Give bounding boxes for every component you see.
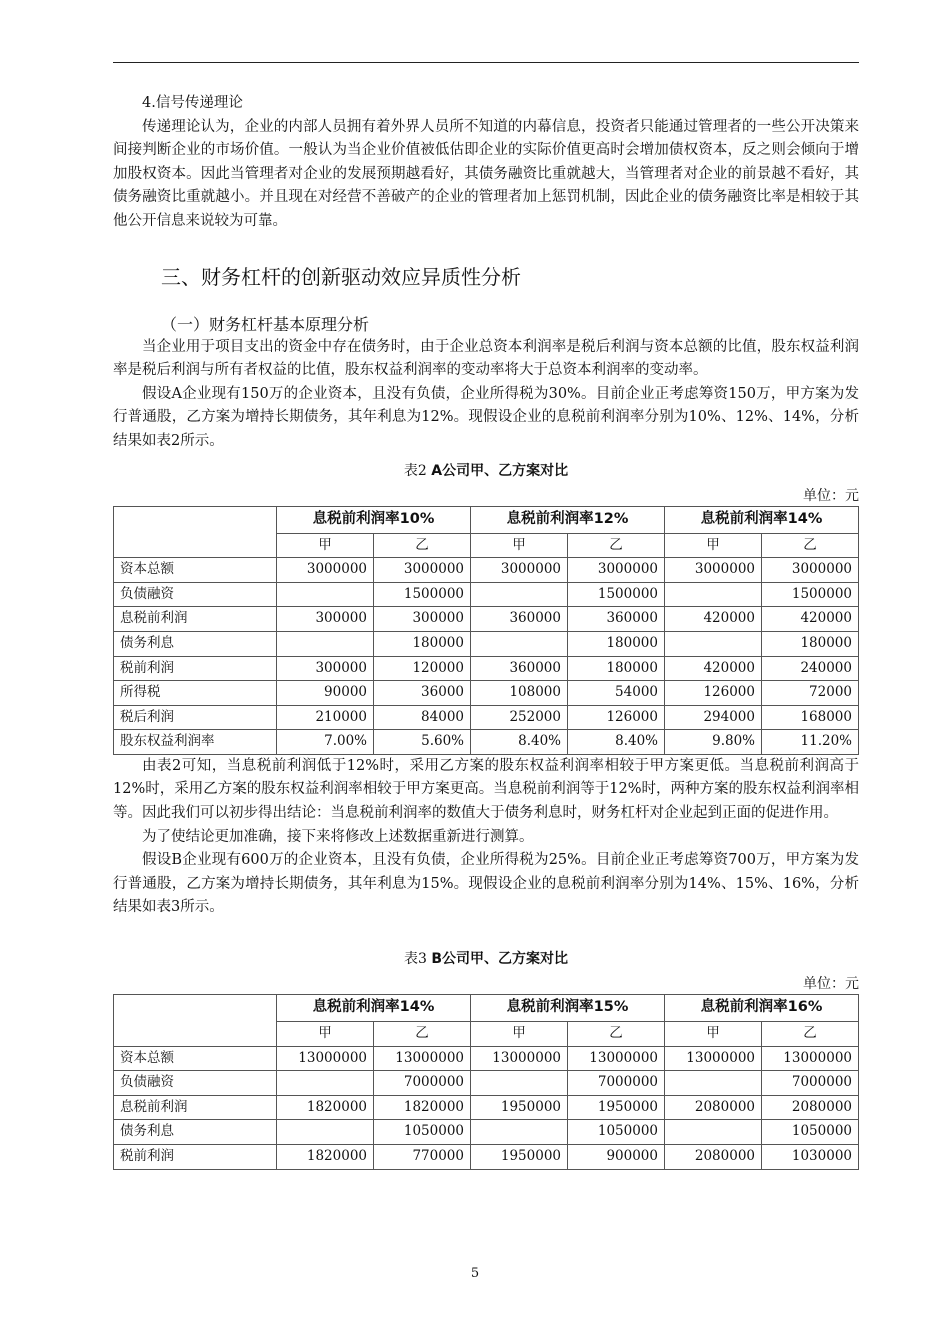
table-cell: 1950000 xyxy=(471,1095,568,1120)
table-cell: 7000000 xyxy=(568,1071,665,1096)
table-cell: 108000 xyxy=(471,681,568,706)
table-row xyxy=(114,656,859,681)
paragraph: 当企业用于项目支出的资金中存在债务时，由于企业总资本利润率是税后利润与资本总额的比值，股东权益利润率是税后利润与所有者权益的比值，股东权益利润率的变动率将大于总资本利润率的变动率。 xyxy=(113,338,859,379)
table-subheader: 乙 xyxy=(762,533,859,558)
table-corner-cell xyxy=(114,506,277,558)
table-cell: 3000000 xyxy=(568,558,665,583)
table-cell: 1500000 xyxy=(762,582,859,607)
row-label: 债务利息 xyxy=(114,1120,277,1145)
table-cell: 13000000 xyxy=(665,1046,762,1071)
table-cell: 7000000 xyxy=(762,1071,859,1096)
section-title: 三、财务杠杆的创新驱动效应异质性分析 xyxy=(161,264,521,289)
row-label: 债务利息 xyxy=(114,631,277,656)
table-cell: 1820000 xyxy=(374,1095,471,1120)
table-cell: 168000 xyxy=(762,705,859,730)
table-subheader: 乙 xyxy=(374,533,471,558)
table-cell xyxy=(471,1120,568,1145)
table-cell: 72000 xyxy=(762,681,859,706)
table-cell: 180000 xyxy=(568,631,665,656)
table-group-header: 息税前利润率14% xyxy=(665,506,859,533)
table-cell xyxy=(665,582,762,607)
table-cell xyxy=(471,631,568,656)
table-subheader: 乙 xyxy=(568,533,665,558)
subsection-title: （一）财务杠杆基本原理分析 xyxy=(161,314,370,334)
table-cell: 240000 xyxy=(762,656,859,681)
table-cell: 7000000 xyxy=(374,1071,471,1096)
page-number: 5 xyxy=(470,1266,480,1281)
row-label: 负债融资 xyxy=(114,582,277,607)
table-row xyxy=(114,730,859,755)
table-cell: 300000 xyxy=(277,656,374,681)
paragraph: 假设B企业现有600万的企业资本，且没有负债，企业所得税为25%。目前企业正考虑筹资700万，甲方案为发行普通股，乙方案为增持长期债务，其年利息为15%。现假设企业的息税前利润率分别为14%、15%、16%，分析结果如表3所示。 xyxy=(113,852,859,916)
table-cell: 252000 xyxy=(471,705,568,730)
table-cell xyxy=(665,1071,762,1096)
table-row xyxy=(114,607,859,632)
table2-caption-title: A公司甲、乙方案对比 xyxy=(431,462,569,479)
table-row xyxy=(114,1145,859,1170)
table-cell: 8.40% xyxy=(471,730,568,755)
table-cell: 126000 xyxy=(568,705,665,730)
table-cell: 360000 xyxy=(471,607,568,632)
table-cell xyxy=(277,1120,374,1145)
row-label: 所得税 xyxy=(114,681,277,706)
table-cell xyxy=(277,582,374,607)
header-rule xyxy=(113,62,859,63)
table3-caption-title: B公司甲、乙方案对比 xyxy=(431,951,569,968)
table-cell: 3000000 xyxy=(762,558,859,583)
table2 xyxy=(113,506,859,755)
table-cell: 36000 xyxy=(374,681,471,706)
table2-caption xyxy=(113,460,859,482)
table-row xyxy=(114,558,859,583)
table-cell: 1500000 xyxy=(374,582,471,607)
table-cell: 180000 xyxy=(762,631,859,656)
paragraph: 假设A企业现有150万的企业资本，且没有负债，企业所得税为30%。目前企业正考虑筹资150万，甲方案为发行普通股，乙方案为增持长期债务，其年利息为12%。现假设企业的息税前利润率分别为10%、12%、14%，分析结果如表2所示。 xyxy=(113,385,859,449)
table-cell: 3000000 xyxy=(277,558,374,583)
table-cell: 1050000 xyxy=(762,1120,859,1145)
table-cell: 54000 xyxy=(568,681,665,706)
table-cell: 1820000 xyxy=(277,1145,374,1170)
table-row xyxy=(114,681,859,706)
table-cell: 7.00% xyxy=(277,730,374,755)
table-cell xyxy=(665,1120,762,1145)
table-cell: 300000 xyxy=(277,607,374,632)
row-label: 税前利润 xyxy=(114,656,277,681)
table-cell: 13000000 xyxy=(568,1046,665,1071)
table-cell: 3000000 xyxy=(665,558,762,583)
table-group-header: 息税前利润率16% xyxy=(665,995,859,1022)
table-cell: 84000 xyxy=(374,705,471,730)
table-group-header: 息税前利润率12% xyxy=(471,506,665,533)
row-label: 息税前利润 xyxy=(114,1095,277,1120)
table-cell: 300000 xyxy=(374,607,471,632)
row-label: 息税前利润 xyxy=(114,607,277,632)
table-cell: 294000 xyxy=(665,705,762,730)
table-row xyxy=(114,1071,859,1096)
table-cell: 13000000 xyxy=(762,1046,859,1071)
table-cell: 1500000 xyxy=(568,582,665,607)
table-cell: 2080000 xyxy=(762,1095,859,1120)
table-cell: 180000 xyxy=(374,631,471,656)
table-cell: 420000 xyxy=(762,607,859,632)
table-cell: 8.40% xyxy=(568,730,665,755)
table-cell: 11.20% xyxy=(762,730,859,755)
row-label: 股东权益利润率 xyxy=(114,730,277,755)
table-cell: 360000 xyxy=(568,607,665,632)
table-cell: 1820000 xyxy=(277,1095,374,1120)
table-subheader: 甲 xyxy=(471,1022,568,1047)
table-cell: 1950000 xyxy=(471,1145,568,1170)
table-cell: 2080000 xyxy=(665,1145,762,1170)
table-cell: 1050000 xyxy=(568,1120,665,1145)
table-subheader: 乙 xyxy=(762,1022,859,1047)
table-row xyxy=(114,1046,859,1071)
table2-unit: 单位：元 xyxy=(803,487,859,504)
table-cell xyxy=(277,1071,374,1096)
intro-paragraph: 传递理论认为，企业的内部人员拥有着外界人员所不知道的内幕信息，投资者只能通过管理者的一些公开决策来间接判断企业的市场价值。一般认为当企业价值被低估即企业的实际价值更高时会增加债权资本，反之则会倾向于增加股权资本。因此当管理者对企业的发展预期越看好，其债务融资比重就越大，当管理者对企业的前景越不看好，其债务融资比重就越小。并且现在对经营不善破产的企业的管理者加上惩罚机制，因此企业的债务融资比率是相较于其他公开信息来说较为可靠。 xyxy=(113,118,859,229)
table-cell: 3000000 xyxy=(471,558,568,583)
row-label: 负债融资 xyxy=(114,1071,277,1096)
table-subheader: 甲 xyxy=(277,1022,374,1047)
table-group-header: 息税前利润率14% xyxy=(277,995,471,1022)
row-label: 资本总额 xyxy=(114,558,277,583)
row-label: 税前利润 xyxy=(114,1145,277,1170)
table-subheader: 甲 xyxy=(665,533,762,558)
table3 xyxy=(113,994,859,1170)
table-subheader: 甲 xyxy=(665,1022,762,1047)
table-subheader: 甲 xyxy=(277,533,374,558)
intro-heading: 4.信号传递理论 xyxy=(142,95,243,111)
table-cell: 2080000 xyxy=(665,1095,762,1120)
table-corner-cell xyxy=(114,995,277,1047)
table-cell: 3000000 xyxy=(374,558,471,583)
table-cell: 13000000 xyxy=(374,1046,471,1071)
table-cell: 770000 xyxy=(374,1145,471,1170)
table-cell xyxy=(471,582,568,607)
row-label: 税后利润 xyxy=(114,705,277,730)
table-cell xyxy=(665,631,762,656)
paragraph: 由表2可知，当息税前利润低于12%时，采用乙方案的股东权益利润率相较于甲方案更低。当息税前利润高于12%时，采用乙方案的股东权益利润率相较于甲方案更高。当息税前利润等于12%时，两种方案的股东权益利润率相等。因此我们可以初步得出结论：当息税前利润率的数值大于债务利息时，财务杠杆对企业起到正面的促进作用。 xyxy=(113,757,859,822)
table-subheader: 甲 xyxy=(471,533,568,558)
table-subheader: 乙 xyxy=(568,1022,665,1047)
table-cell: 420000 xyxy=(665,607,762,632)
table-cell: 13000000 xyxy=(471,1046,568,1071)
table-cell: 180000 xyxy=(568,656,665,681)
table-cell: 1950000 xyxy=(568,1095,665,1120)
table-header-row xyxy=(114,995,859,1022)
page-content xyxy=(113,92,859,1170)
table-cell: 120000 xyxy=(374,656,471,681)
table-row xyxy=(114,705,859,730)
table-cell: 9.80% xyxy=(665,730,762,755)
table-cell xyxy=(277,631,374,656)
table-cell: 1030000 xyxy=(762,1145,859,1170)
table3-unit: 单位：元 xyxy=(803,976,859,993)
table-group-header: 息税前利润率10% xyxy=(277,506,471,533)
table-cell: 360000 xyxy=(471,656,568,681)
table3-caption xyxy=(113,948,859,970)
table-cell: 420000 xyxy=(665,656,762,681)
table-row xyxy=(114,1095,859,1120)
table3-caption-prefix: 表3 xyxy=(403,951,427,968)
table-subheader: 乙 xyxy=(374,1022,471,1047)
table-cell: 5.60% xyxy=(374,730,471,755)
table-cell: 90000 xyxy=(277,681,374,706)
table-header-row xyxy=(114,506,859,533)
table-row xyxy=(114,1120,859,1145)
table-group-header: 息税前利润率15% xyxy=(471,995,665,1022)
table2-caption-prefix: 表2 xyxy=(403,462,427,479)
paragraph: 为了使结论更加准确，接下来将修改上述数据重新进行测算。 xyxy=(142,828,534,845)
table-cell: 1050000 xyxy=(374,1120,471,1145)
table-cell: 126000 xyxy=(665,681,762,706)
table-cell: 13000000 xyxy=(277,1046,374,1071)
table-row xyxy=(114,631,859,656)
table-cell: 900000 xyxy=(568,1145,665,1170)
row-label: 资本总额 xyxy=(114,1046,277,1071)
table-row xyxy=(114,582,859,607)
table-cell: 210000 xyxy=(277,705,374,730)
table-cell xyxy=(471,1071,568,1096)
